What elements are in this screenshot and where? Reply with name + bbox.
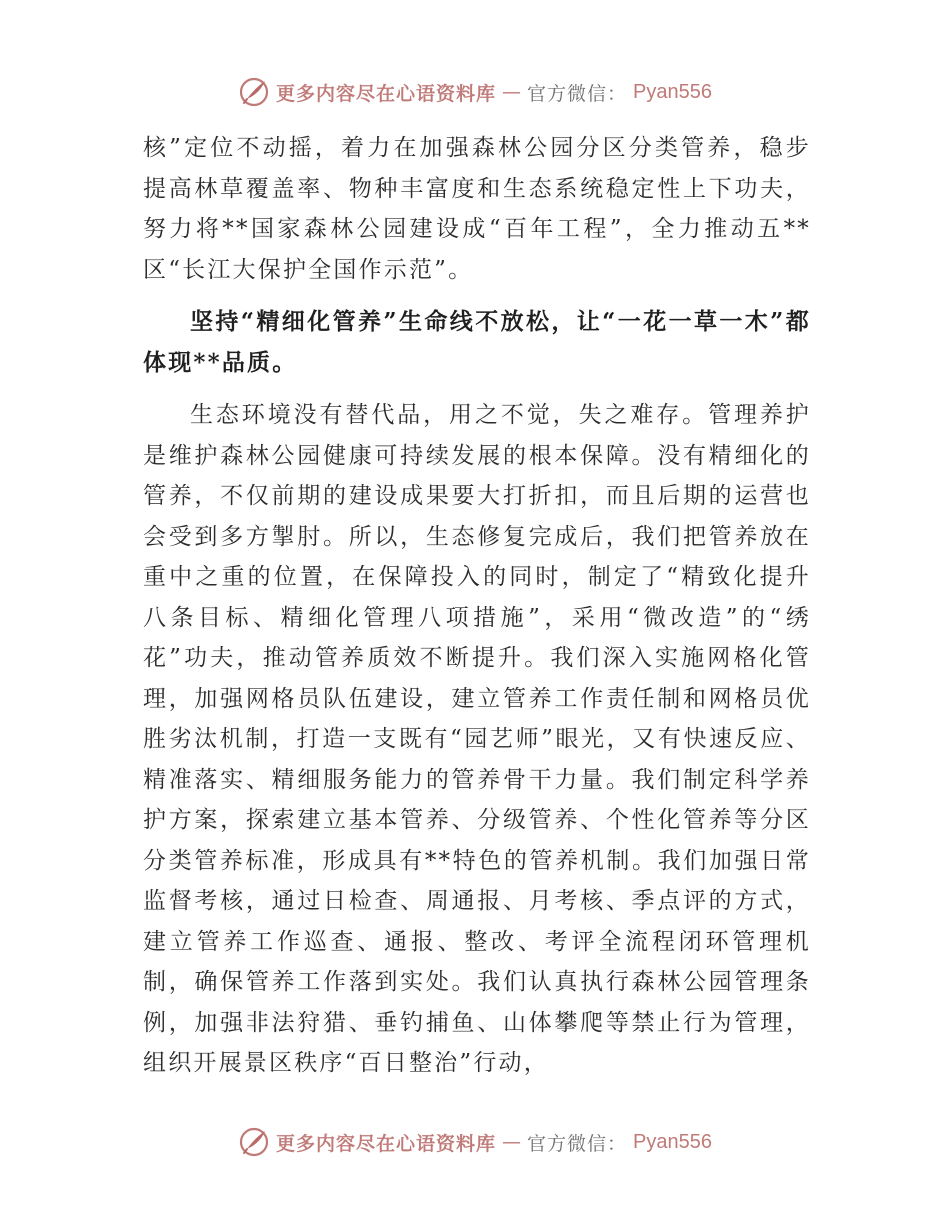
quill-pen-logo-icon	[238, 1126, 270, 1158]
footer-banner	[0, 1122, 950, 1162]
banner-brand-text: 更多内容尽在心语资料库	[276, 1132, 497, 1155]
banner-official-label: 官方微信：	[527, 82, 628, 105]
banner-dash: —	[502, 81, 522, 103]
banner-brand-text: 更多内容尽在心语资料库	[276, 82, 497, 105]
banner-dash: —	[502, 1131, 522, 1153]
banner-official-label: 官方微信：	[527, 1132, 628, 1155]
section-heading: 坚持“精细化管养”生命线不放松，让“一花一草一木”都体现**品质。	[143, 308, 811, 376]
body-paragraph: 生态环境没有替代品，用之不觉，失之难存。管理养护是维护森林公园健康可持续发展的根本保障。没有精细化的管养，不仅前期的建设成果要大打折扣，而且后期的运营也会受到多方掣肘。所以，生态修复完成后，我们把管养放在重中之重的位置，在保障投入的同时，制定了“精致化提升八条目标、精细化管理八项措施”，采用“微改造”的“绣花”功夫，推动管养质效不断提升。我们深入实施网格化管理，加强网格员队伍建设，建立管养工作责任制和网格员优胜劣汰机制，打造一支既有“园艺师”眼光，又有快速反应、精准落实、精细服务能力的管养骨干力量。我们制定科学养护方案，探索建立基本管养、分级管养、个性化管养等分区分类管养标准，形成具有**特色的管养机制。我们加强日常监督考核，通过日检查、周通报、月考核、季点评的方式，建立管养工作巡查、通报、整改、考评全流程闭环管理机制，确保管养工作落到实处。我们认真执行森林公园管理条例，加强非法狩猎、垂钓捕鱼、山体攀爬等禁止行为管理，组织开展景区秩序“百日整治”行动，	[143, 402, 811, 1076]
document-body	[143, 128, 811, 1084]
continuation-paragraph: 核”定位不动摇，着力在加强森林公园分区分类管养，稳步提高林草覆盖率、物种丰富度和生态系统稳定性上下功夫，努力将**国家森林公园建设成“百年工程”，全力推动五**区“长江大保护全国作示范”。	[143, 135, 811, 283]
banner-wechat-id: Pyan556	[633, 1130, 712, 1153]
header-banner	[0, 72, 950, 112]
banner-wechat-id: Pyan556	[633, 80, 712, 103]
quill-pen-logo-icon	[238, 76, 270, 108]
